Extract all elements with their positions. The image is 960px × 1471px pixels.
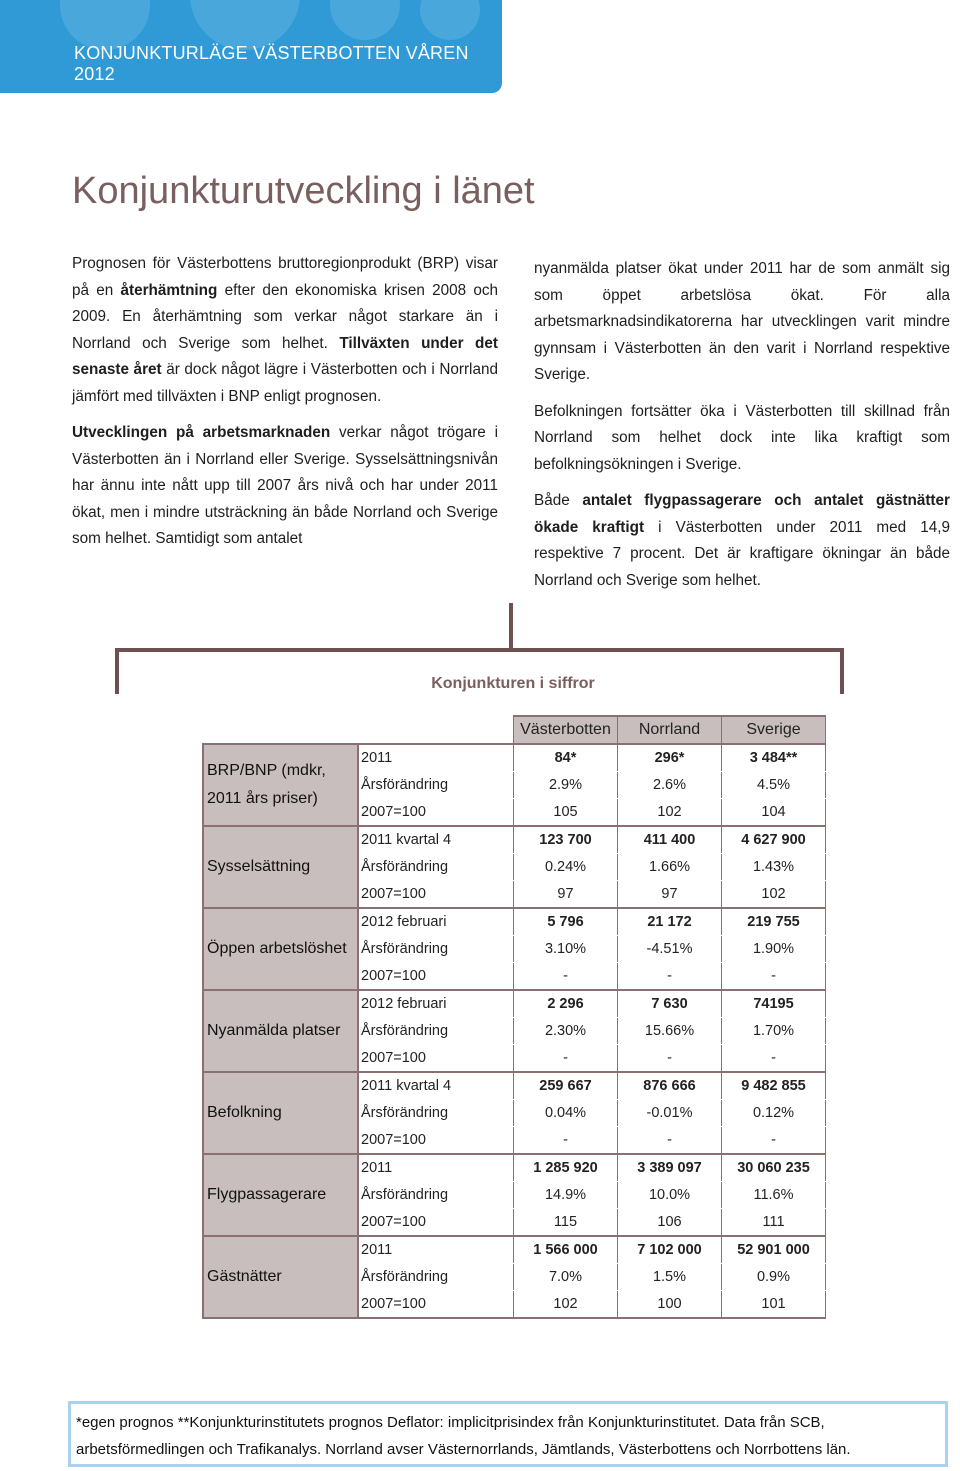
row-label: 2007=100: [358, 881, 514, 909]
table-title: Konjunkturen i siffror: [431, 675, 595, 692]
category-label: Öppen arbetslöshet: [203, 908, 358, 990]
table-cell: 0.9%: [722, 1264, 826, 1291]
table-cell: 84*: [514, 744, 618, 772]
table-cell: 1.66%: [618, 854, 722, 881]
category-label: Befolkning: [203, 1072, 358, 1154]
table-row: [203, 1072, 826, 1100]
paragraph: Befolkningen fortsätter öka i Västerbotten till skillnad från Norrland som helhet dock inte lika kraftigt som befolkningsökningen i Sverige.: [534, 402, 950, 473]
row-label: Årsförändring: [358, 1018, 514, 1045]
table-cell: 2.9%: [514, 772, 618, 799]
table-cell: 102: [618, 799, 722, 827]
row-label: Årsförändring: [358, 1264, 514, 1291]
table-cell: 104: [722, 799, 826, 827]
table-cell: -: [514, 963, 618, 991]
table-row: [203, 1236, 826, 1264]
table-cell: 111: [722, 1209, 826, 1237]
table-cell: 7 102 000: [618, 1236, 722, 1264]
table-cell: -0.01%: [618, 1100, 722, 1127]
paragraph: nyanmälda platser ökat under 2011 har de som anmält sig som öppet arbetslösa ökat. För alla arbetsmarknadsindikatorerna har utvecklingen varit mindre gynnsam i Västerbotten än den varit i Norrland respektive Sverige.: [534, 260, 950, 383]
table-cell: 7 630: [618, 990, 722, 1018]
row-label: 2012 februari: [358, 908, 514, 936]
table-cell: -: [514, 1127, 618, 1155]
table-cell: -: [618, 1127, 722, 1155]
table-cell: -4.51%: [618, 936, 722, 963]
column-header: Västerbotten: [514, 716, 618, 744]
row-label: Årsförändring: [358, 854, 514, 881]
table-cell: 876 666: [618, 1072, 722, 1100]
table-cell: 1.70%: [722, 1018, 826, 1045]
table-cell: 411 400: [618, 826, 722, 854]
table-cell: 296*: [618, 744, 722, 772]
table-cell: 3 389 097: [618, 1154, 722, 1182]
table-row: [203, 1154, 826, 1182]
page-title: Konjunkturutveckling i länet: [72, 170, 535, 212]
table-cell: 4.5%: [722, 772, 826, 799]
table-cell: -: [722, 1045, 826, 1073]
right-text-column: [534, 256, 950, 604]
table-row: [203, 826, 826, 854]
row-label: Årsförändring: [358, 1100, 514, 1127]
paragraph: Både antalet flygpassagerare och antalet gästnätter ökade kraftigt i Västerbotten under 2011 med 14,9 respektive 7 procent. Det är kraftigare ökningar än både Norrland och Sverige som helhet.: [534, 492, 950, 589]
table-cell: 1 285 920: [514, 1154, 618, 1182]
row-label: 2011 kvartal 4: [358, 1072, 514, 1100]
row-label: 2007=100: [358, 1045, 514, 1073]
table-cell: 7.0%: [514, 1264, 618, 1291]
table-cell: 30 060 235: [722, 1154, 826, 1182]
header-blank: [203, 716, 358, 744]
table-row: [203, 744, 826, 772]
table-cell: 0.24%: [514, 854, 618, 881]
category-label: Sysselsättning: [203, 826, 358, 908]
table-cell: 2.30%: [514, 1018, 618, 1045]
row-label: Årsförändring: [358, 936, 514, 963]
table-cell: 102: [514, 1291, 618, 1319]
row-label: Årsförändring: [358, 1182, 514, 1209]
table-cell: 106: [618, 1209, 722, 1237]
header-blank: [358, 716, 514, 744]
table-row: [203, 908, 826, 936]
row-label: 2007=100: [358, 1209, 514, 1237]
table-cell: 102: [722, 881, 826, 909]
category-label: BRP/BNP (mdkr, 2011 års priser): [203, 744, 358, 826]
row-label: 2012 februari: [358, 990, 514, 1018]
decorative-circle: [330, 0, 400, 40]
decorative-circle: [420, 0, 480, 40]
row-label: 2007=100: [358, 1291, 514, 1319]
table-cell: 15.66%: [618, 1018, 722, 1045]
table-cell: 259 667: [514, 1072, 618, 1100]
table-cell: 3 484**: [722, 744, 826, 772]
table-cell: 123 700: [514, 826, 618, 854]
table-cell: -: [722, 963, 826, 991]
table-header-row: [203, 716, 826, 744]
table-cell: 105: [514, 799, 618, 827]
category-label: Gästnätter: [203, 1236, 358, 1318]
row-label: 2011 kvartal 4: [358, 826, 514, 854]
table-row: [203, 990, 826, 1018]
paragraph: Utvecklingen på arbetsmarknaden verkar något trögare i Västerbotten än i Norrland eller Sverige. Sysselsättningsnivån har ännu inte nått upp till 2007 års nivå och har under 2011 ökat, men i mindre utsträckning än både Norrland och Sverige som helhet. Samtidigt som antalet: [72, 424, 498, 547]
table-cell: 21 172: [618, 908, 722, 936]
category-label: Flygpassagerare: [203, 1154, 358, 1236]
table-cell: 1.5%: [618, 1264, 722, 1291]
table-cell: 3.10%: [514, 936, 618, 963]
table-cell: -: [722, 1127, 826, 1155]
row-label: 2007=100: [358, 799, 514, 827]
table-cell: 74195: [722, 990, 826, 1018]
table-cell: 0.12%: [722, 1100, 826, 1127]
table-cell: 1.43%: [722, 854, 826, 881]
row-label: 2011: [358, 1236, 514, 1264]
footnote: *egen prognos **Konjunkturinstitutets prognos Deflator: implicitprisindex från Konjunkturinstitutet. Data från SCB, arbetsförmedlingen och Trafikanalys. Norrland avser Västernorrlands, Jämtlands, Västerbottens och Norrbottens län.: [68, 1401, 948, 1467]
table-cell: 4 627 900: [722, 826, 826, 854]
table-cell: 101: [722, 1291, 826, 1319]
table-cell: 2.6%: [618, 772, 722, 799]
table-cell: 52 901 000: [722, 1236, 826, 1264]
row-label: 2011: [358, 744, 514, 772]
table-cell: 5 796: [514, 908, 618, 936]
header-band: [0, 0, 502, 93]
row-label: Årsförändring: [358, 772, 514, 799]
table-cell: 97: [514, 881, 618, 909]
row-label: 2011: [358, 1154, 514, 1182]
table-cell: 9 482 855: [722, 1072, 826, 1100]
table-cell: 97: [618, 881, 722, 909]
header-title: KONJUNKTURLÄGE VÄSTERBOTTEN VÅREN 2012: [74, 43, 469, 84]
column-header: Sverige: [722, 716, 826, 744]
paragraph: Prognosen för Västerbottens bruttoregionprodukt (BRP) visar på en återhämtning efter den ekonomiska krisen 2008 och 2009. En återhämtning som verkar något starkare än i Norrland och Sverige som helhet. Tillväxten under det senaste året är dock något lägre i Västerbotten och i Norrland jämfört med tillväxten i BNP enligt prognosen.: [72, 255, 498, 405]
table-cell: 11.6%: [722, 1182, 826, 1209]
table-cell: 0.04%: [514, 1100, 618, 1127]
table-cell: 100: [618, 1291, 722, 1319]
category-label: Nyanmälda platser: [203, 990, 358, 1072]
left-text-column: [72, 251, 498, 563]
table-cell: 1 566 000: [514, 1236, 618, 1264]
statistics-table: [202, 715, 826, 1319]
table-cell: 115: [514, 1209, 618, 1237]
table-cell: 2 296: [514, 990, 618, 1018]
table-cell: -: [514, 1045, 618, 1073]
column-header: Norrland: [618, 716, 722, 744]
table-cell: -: [618, 1045, 722, 1073]
table-cell: 10.0%: [618, 1182, 722, 1209]
table-cell: 1.90%: [722, 936, 826, 963]
table-cell: 219 755: [722, 908, 826, 936]
table-cell: -: [618, 963, 722, 991]
table-cell: 14.9%: [514, 1182, 618, 1209]
row-label: 2007=100: [358, 1127, 514, 1155]
bracket-connector: [509, 603, 513, 651]
bracket-bar: [115, 648, 844, 652]
row-label: 2007=100: [358, 963, 514, 991]
